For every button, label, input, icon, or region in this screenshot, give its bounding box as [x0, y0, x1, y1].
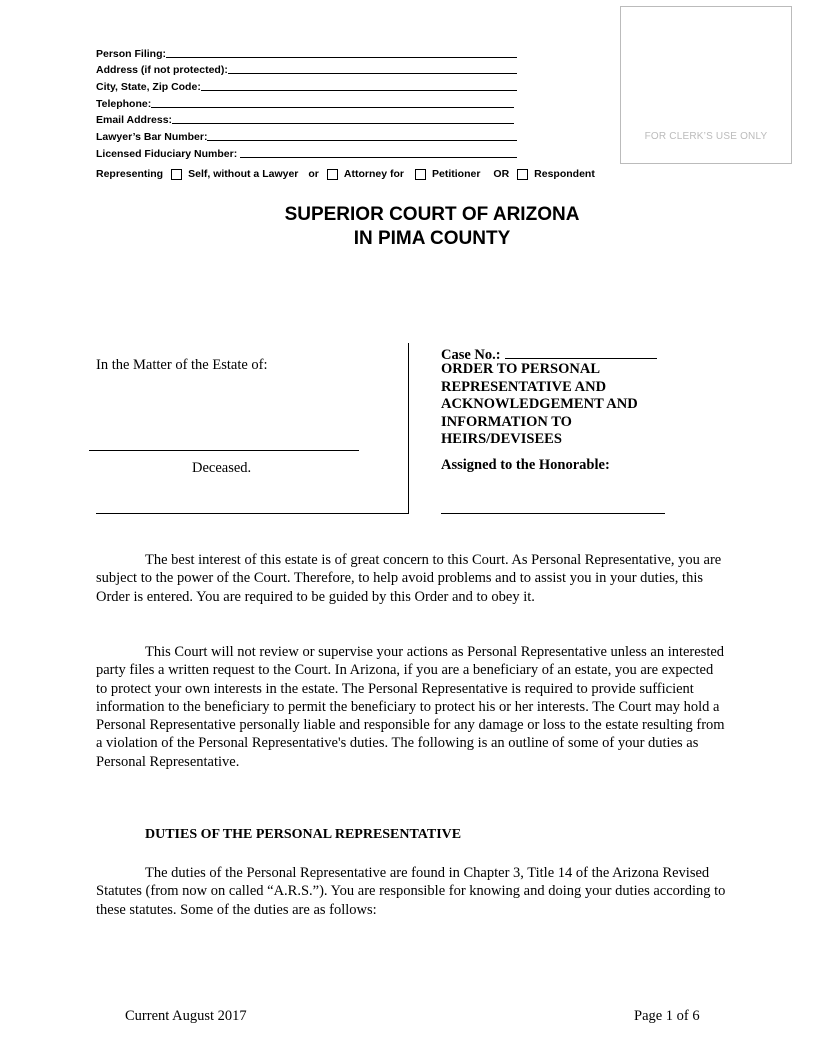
field-line[interactable]	[207, 129, 517, 141]
field-label: Lawyer’s Bar Number:	[96, 131, 208, 144]
matter-label: In the Matter of the Estate of:	[96, 357, 268, 373]
document-title	[441, 361, 681, 449]
person-filing-field[interactable]	[96, 43, 517, 60]
caption-bottom-line	[96, 513, 409, 514]
self-checkbox[interactable]	[171, 169, 182, 180]
self-option-label: Self, without a Lawyer	[188, 168, 299, 180]
field-line[interactable]	[228, 62, 517, 74]
caption-divider	[408, 343, 409, 514]
respondent-option-label: Respondent	[534, 168, 595, 180]
field-label: Address (if not protected):	[96, 64, 228, 77]
title-line: ACKNOWLEDGEMENT AND	[441, 396, 638, 413]
field-label: Email Address:	[96, 114, 173, 127]
fiduciary-number-field[interactable]	[96, 143, 517, 160]
intro-paragraph: The best interest of this estate is of great concern to this Court. As Personal Representative, you are subject to the power of the Court. Therefore, to help avoid problems and to assist you in your duties, this Order is entered. You are required to be guided by this Order and to obey it.	[96, 552, 722, 605]
address-field[interactable]	[96, 60, 517, 77]
assigned-judge-label: Assigned to the Honorable:	[441, 457, 610, 473]
judge-name-line[interactable]	[441, 513, 665, 514]
page-number: Page 1 of 6	[634, 1008, 700, 1024]
representing-label: Representing	[96, 168, 164, 180]
title-line: HEIRS/DEVISEES	[441, 431, 562, 448]
field-line[interactable]	[201, 79, 517, 91]
field-label: Licensed Fiduciary Number:	[96, 147, 241, 160]
case-number-line[interactable]	[505, 344, 657, 359]
email-field[interactable]	[96, 110, 517, 127]
city-state-zip-field[interactable]	[96, 76, 517, 93]
title-line: REPRESENTATIVE AND	[441, 378, 607, 395]
clerk-use-label: FOR CLERK’S USE ONLY	[644, 131, 768, 142]
or-upper-text: OR	[493, 168, 510, 180]
field-label: City, State, Zip Code:	[96, 81, 201, 94]
field-label: Person Filing:	[96, 47, 167, 60]
field-line[interactable]	[151, 96, 514, 108]
decedent-name-line[interactable]	[89, 450, 359, 451]
duties-paragraph: The duties of the Personal Representative are found in Chapter 3, Title 14 of the Arizona Revised Statutes (from now on called “A.R.S.”). You are responsible for knowing and doing your duties according to these statutes. Some of the duties are as follows:	[96, 865, 726, 918]
field-line[interactable]	[240, 146, 517, 158]
case-number-label: Case No.:	[441, 347, 501, 363]
revision-date: Current August 2017	[125, 1008, 247, 1024]
field-label: Telephone:	[96, 97, 152, 110]
attorney-checkbox[interactable]	[327, 169, 338, 180]
bar-number-field[interactable]	[96, 126, 517, 143]
respondent-checkbox[interactable]	[517, 169, 528, 180]
attorney-option-label: Attorney for	[343, 168, 404, 180]
deceased-label: Deceased.	[192, 460, 252, 476]
title-line: INFORMATION TO	[441, 413, 572, 430]
petitioner-option-label: Petitioner	[431, 168, 481, 180]
filer-info-block	[96, 43, 517, 160]
court-name-line1: SUPERIOR COURT OF ARIZONA	[284, 204, 580, 225]
duties-heading: DUTIES OF THE PERSONAL REPRESENTATIVE	[145, 827, 462, 842]
telephone-field[interactable]	[96, 93, 517, 110]
petitioner-checkbox[interactable]	[415, 169, 426, 180]
representing-row	[96, 166, 595, 182]
clerk-use-box	[620, 6, 792, 164]
court-name-line2: IN PIMA COUNTY	[353, 228, 511, 249]
supervision-paragraph: This Court will not review or supervise your actions as Personal Representative unless an interested party files a written request to the Court. In Arizona, if you are a beneficiary of an estate, you are expected to protect your own interests in the estate. The Personal Representative is required to provide sufficient information to the beneficiary to permit the beneficiary to protect his or her interests. The Court may hold a Personal Representative personally liable and responsible for any damage or loss to the estate resulting from a violation of the Personal Representative's duties. The following is an outline of some of your duties as Personal Representative.	[96, 644, 725, 770]
field-line[interactable]	[172, 112, 514, 124]
field-line[interactable]	[166, 46, 517, 58]
title-line: ORDER TO PERSONAL	[441, 361, 600, 377]
or-text: or	[308, 168, 319, 180]
